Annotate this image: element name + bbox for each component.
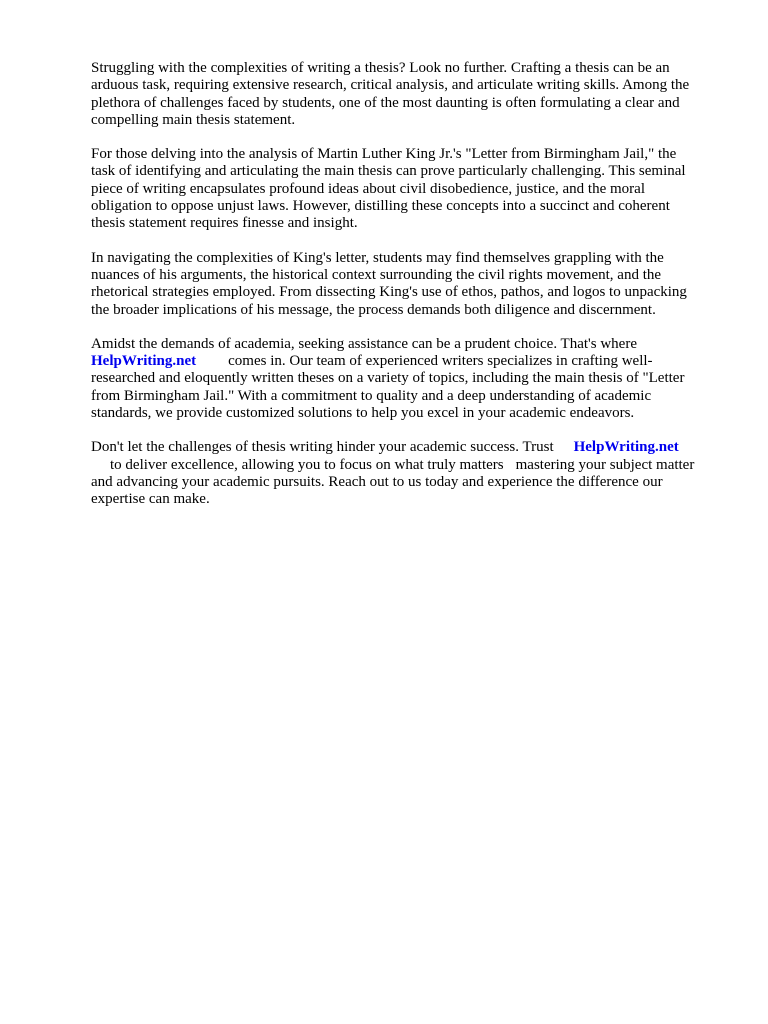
text-line: piece of writing encapsulates profound ideas about civil disobedience, justice, and the moral xyxy=(91,180,645,197)
text-line: researched and eloquently written theses on a variety of topics, including the main thesis of "Letter xyxy=(91,370,685,387)
helpwriting-link[interactable]: HelpWriting.net xyxy=(573,439,679,456)
text-line: task of identifying and articulating the main thesis can prove particularly challenging. This seminal xyxy=(91,163,686,180)
text-line: plethora of challenges faced by students, one of the most daunting is often formulating a clear and xyxy=(91,94,680,111)
text-line: In navigating the complexities of King's letter, students may find themselves grappling with the xyxy=(91,249,664,266)
paragraph-assistance xyxy=(91,336,721,422)
text-line: Struggling with the complexities of writing a thesis? Look no further. Crafting a thesis can be an xyxy=(91,60,670,76)
paragraph-call-to-action xyxy=(91,439,721,508)
text-line: obligation to oppose unjust laws. However, distilling these concepts into a succinct and coherent xyxy=(91,198,670,215)
text-line: compelling main thesis statement. xyxy=(91,111,296,128)
text-line: nuances of his arguments, the historical context surrounding the civil rights movement, and the xyxy=(91,266,662,283)
document-body xyxy=(91,60,721,526)
text-line: and advancing your academic pursuits. Reach out to us today and experience the difference our xyxy=(91,473,663,490)
text-line xyxy=(91,457,721,474)
text-fragment: to deliver excellence, allowing you to focus on what truly matters xyxy=(110,456,504,473)
paragraph-intro xyxy=(91,60,721,129)
text-line: arduous task, requiring extensive research, critical analysis, and articulate writing skills. Among the xyxy=(91,77,690,94)
helpwriting-link[interactable]: HelpWriting.net xyxy=(91,353,197,370)
text-line-with-link xyxy=(91,353,721,370)
text-line-with-link xyxy=(91,439,721,456)
paragraph-birmingham-letter xyxy=(91,146,721,232)
text-line: standards, we provide customized solutions to help you excel in your academic endeavors. xyxy=(91,405,635,422)
paragraph-complexities xyxy=(91,250,721,319)
text-line: rhetorical strategies employed. From dissecting King's use of ethos, pathos, and logos to unpacking xyxy=(91,284,687,301)
text-fragment: comes in. Our team of experienced writers specializes in crafting well- xyxy=(228,353,653,370)
text-line: For those delving into the analysis of Martin Luther King Jr.'s "Letter from Birmingham Jail," the xyxy=(91,146,677,163)
text-line: expertise can make. xyxy=(91,491,210,508)
text-line: from Birmingham Jail." With a commitment to quality and a deep understanding of academic xyxy=(91,387,652,404)
text-line: Amidst the demands of academia, seeking assistance can be a prudent choice. That's where xyxy=(91,335,637,352)
text-fragment: Don't let the challenges of thesis writing hinder your academic success. Trust xyxy=(91,439,554,456)
text-line: the broader implications of his message, the process demands both diligence and discernment. xyxy=(91,301,656,318)
text-fragment: mastering your subject matter xyxy=(515,456,695,473)
text-line: thesis statement requires finesse and insight. xyxy=(91,215,358,232)
